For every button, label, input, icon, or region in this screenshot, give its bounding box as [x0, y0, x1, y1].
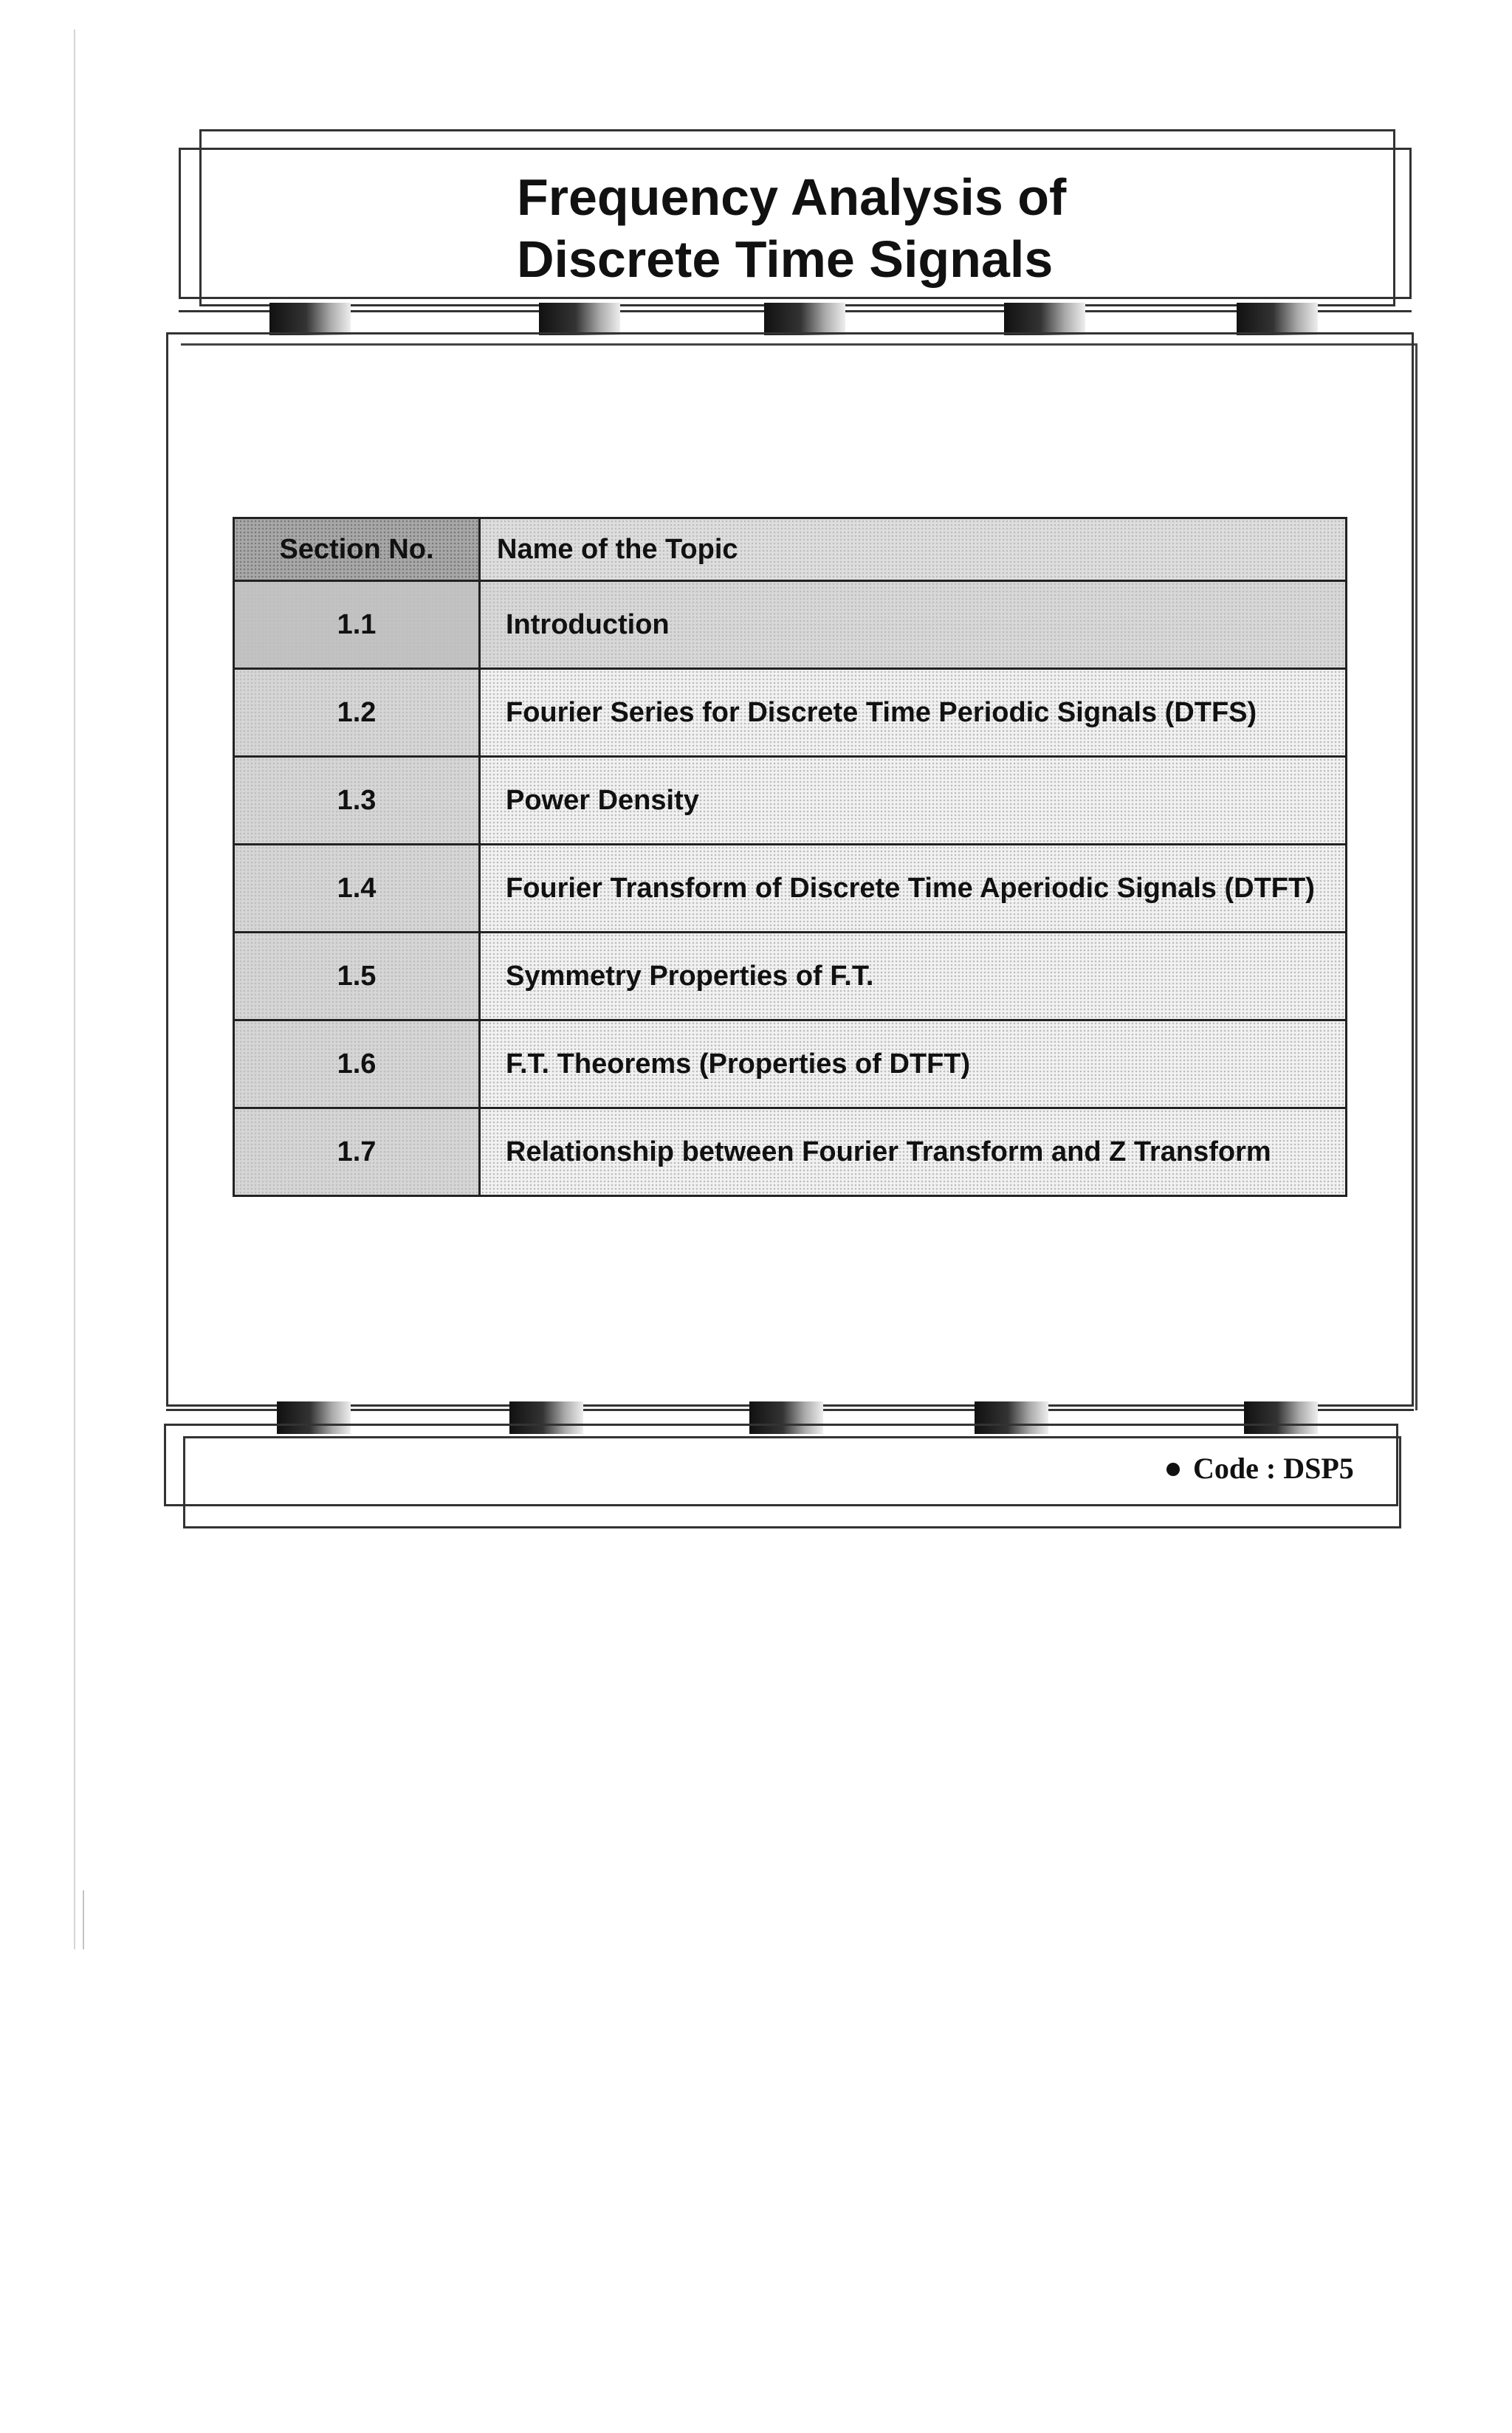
table-row: [234, 1020, 1347, 1108]
section-number: 1.5: [234, 933, 480, 1020]
topic-name: Power Density: [480, 757, 1347, 845]
section-number: 1.7: [234, 1108, 480, 1196]
table-row: [234, 1108, 1347, 1196]
table-row: [234, 581, 1347, 669]
document-code: [1166, 1451, 1354, 1486]
section-number: 1.6: [234, 1020, 480, 1108]
scan-edge-line: [83, 1890, 84, 1949]
topic-name: F.T. Theorems (Properties of DTFT): [480, 1020, 1347, 1108]
table-header-row: [234, 518, 1347, 581]
section-number: 1.1: [234, 581, 480, 669]
header-topic-name: Name of the Topic: [480, 518, 1347, 581]
section-number: 1.3: [234, 757, 480, 845]
topic-name: Fourier Transform of Discrete Time Aperiodic Signals (DTFT): [480, 845, 1347, 933]
topic-name: Relationship between Fourier Transform and Z Transform: [480, 1108, 1347, 1196]
document-code-text: Code : DSP5: [1193, 1452, 1354, 1485]
topics-table: [233, 517, 1347, 1197]
decorative-block: [269, 303, 351, 335]
topic-name: Introduction: [480, 581, 1347, 669]
scan-edge-line: [74, 30, 75, 1949]
header-section-no: Section No.: [234, 518, 480, 581]
page-title-line: Frequency Analysis of: [517, 168, 1067, 226]
table-row: [234, 933, 1347, 1020]
page-title: [517, 166, 1066, 290]
table-row: [234, 669, 1347, 757]
decorative-block: [1004, 303, 1085, 335]
section-number: 1.2: [234, 669, 480, 757]
decorative-block: [1237, 303, 1318, 335]
topic-name: Symmetry Properties of F.T.: [480, 933, 1347, 1020]
table-row: [234, 757, 1347, 845]
topic-name: Fourier Series for Discrete Time Periodic Signals (DTFS): [480, 669, 1347, 757]
decorative-block: [539, 303, 620, 335]
section-number: 1.4: [234, 845, 480, 933]
page-title-line: Discrete Time Signals: [517, 230, 1054, 288]
table-row: [234, 845, 1347, 933]
decorative-block: [764, 303, 845, 335]
bullet-icon: [1166, 1463, 1180, 1476]
